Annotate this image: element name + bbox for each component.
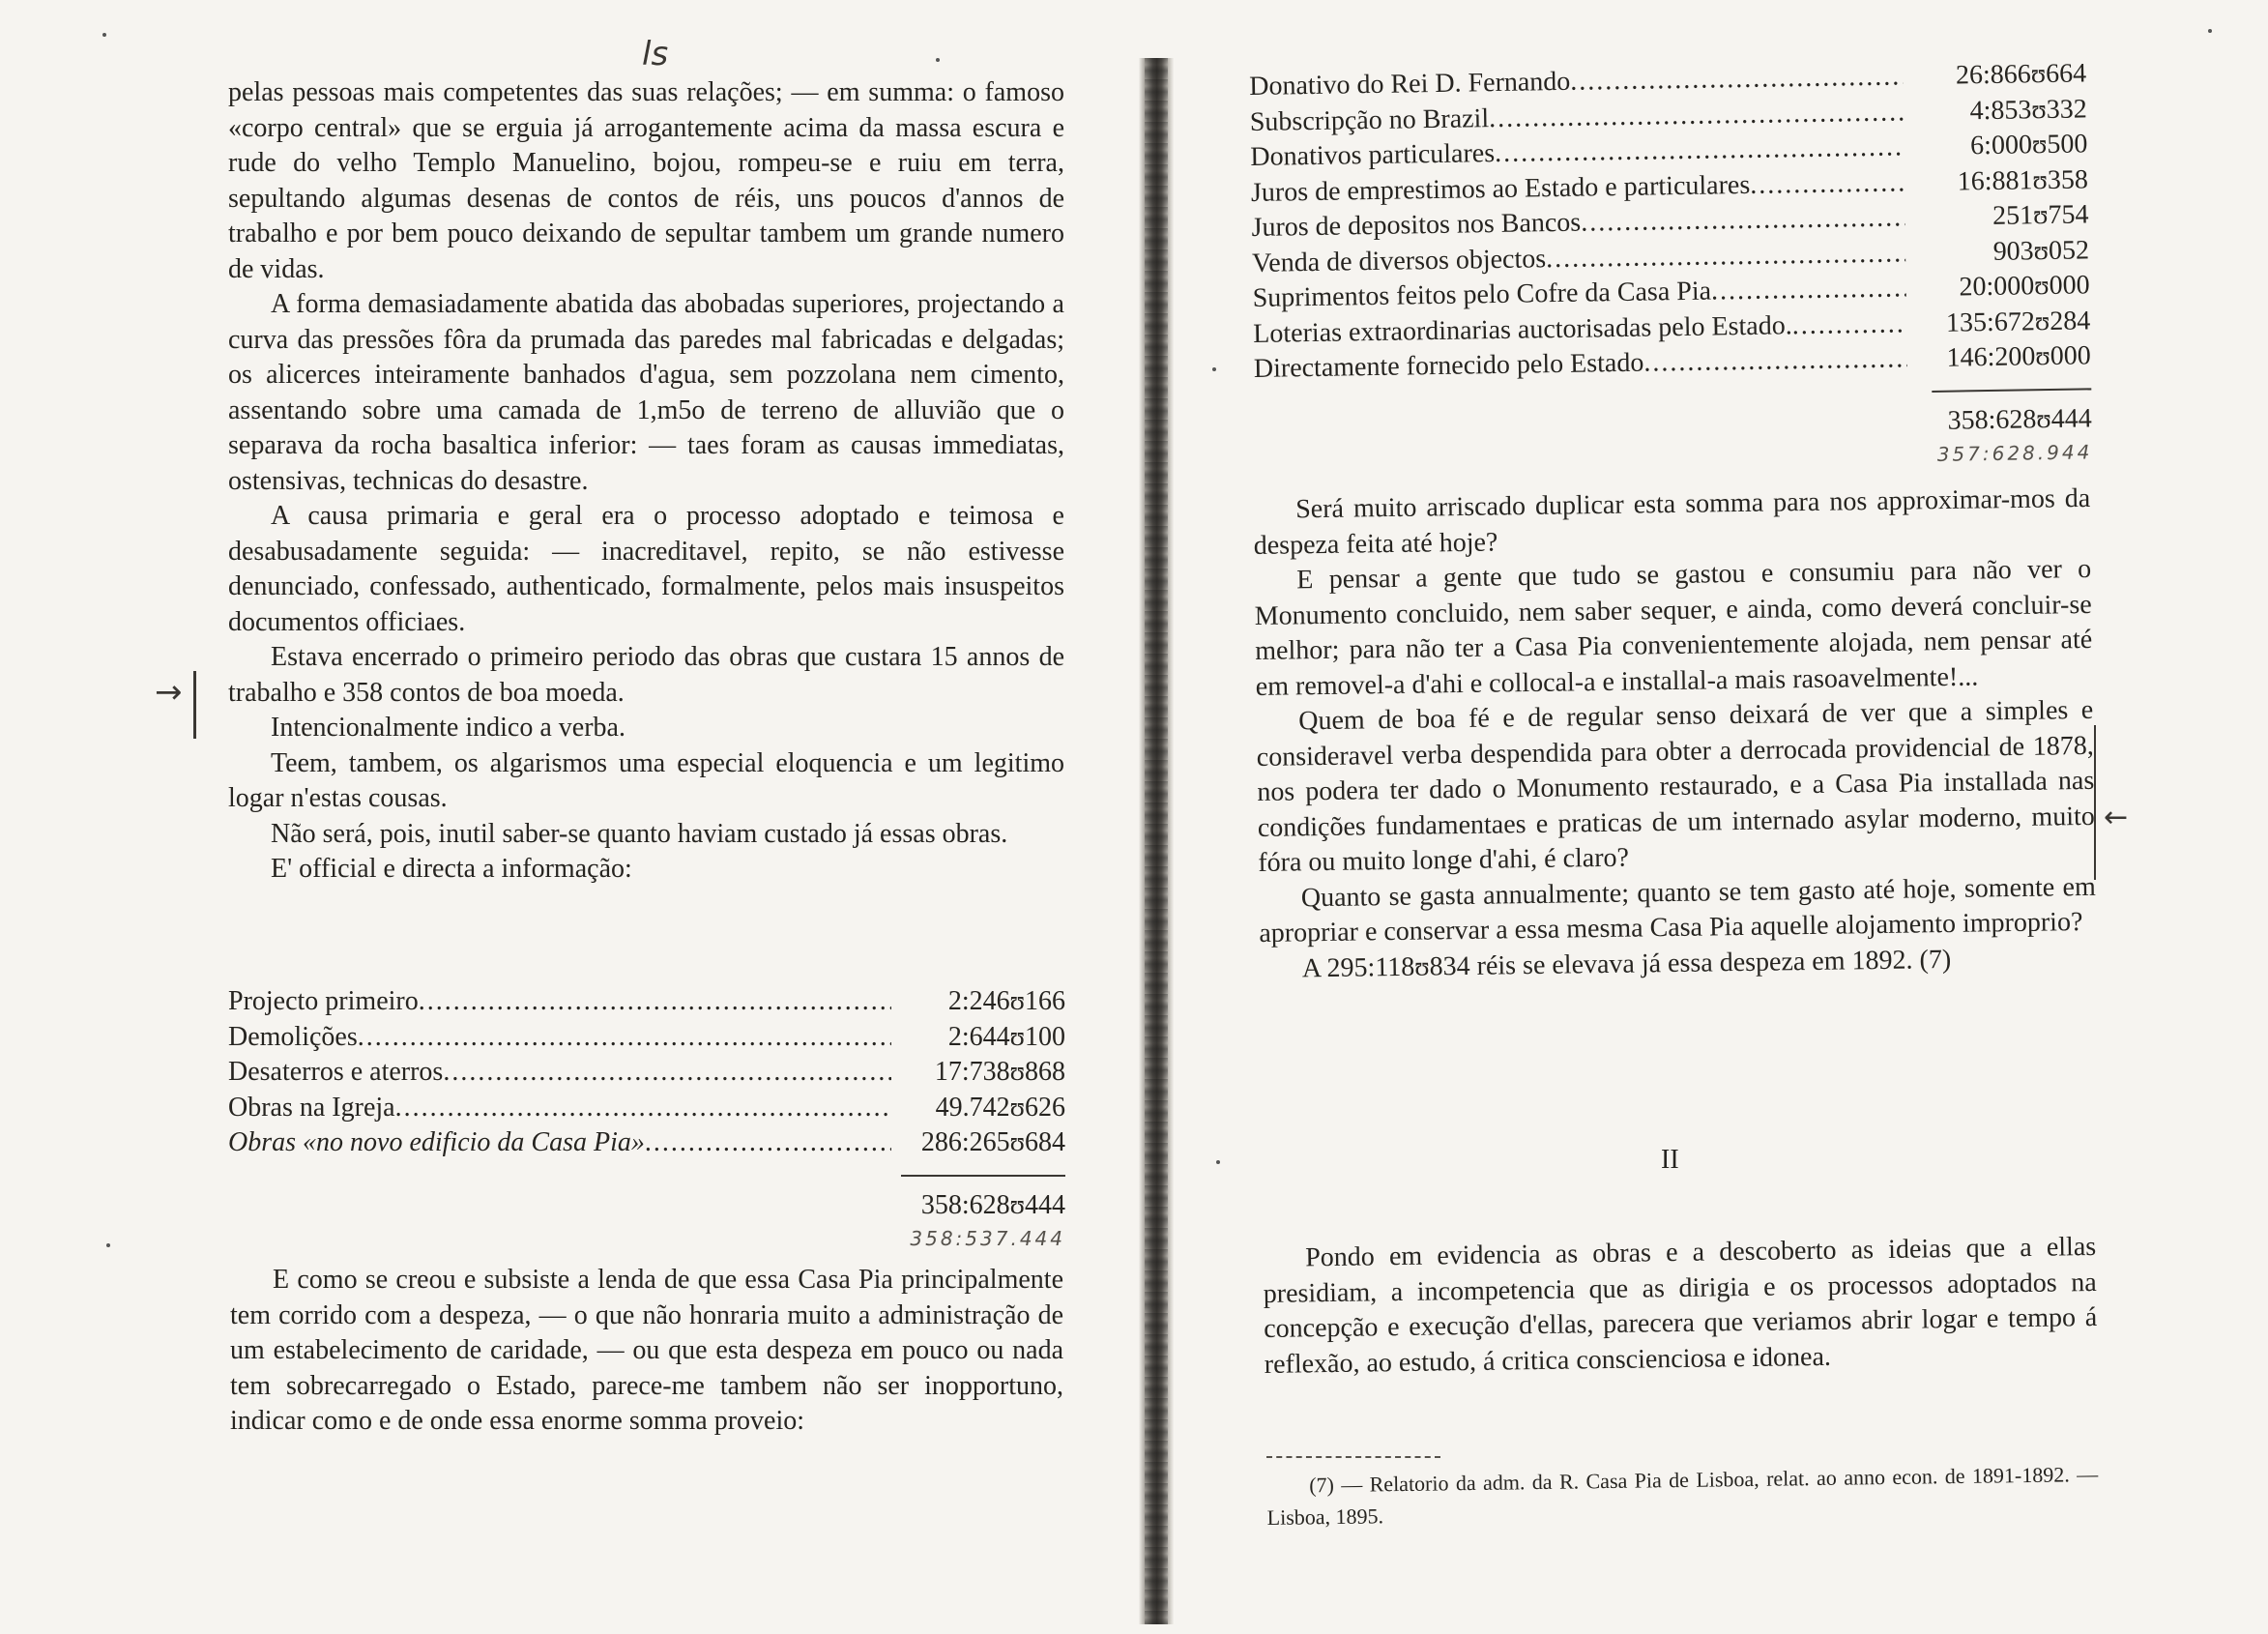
ledger-row — [228, 1125, 1065, 1161]
section-text — [1263, 1230, 2098, 1383]
ledger-value: 26:866ʊ664 — [1955, 58, 2087, 91]
ledger-total: 358:628ʊ444 — [920, 1189, 1065, 1220]
ledger-label: Donativos particulares — [1250, 138, 1496, 172]
ledger-label: Loterias extraordinarias auctorisadas pelo Estado. — [1253, 309, 1792, 349]
ledger-value: 4:853ʊ332 — [1969, 93, 2087, 126]
margin-bar-left — [193, 671, 196, 739]
paragraph: E' official e directa a informação: — [271, 854, 632, 884]
ledger-leader — [395, 1091, 891, 1126]
ledger-leader — [645, 1125, 891, 1161]
paragraph: A 295:118ʊ834 réis se elevava já essa despeza em 1892. (7) — [1301, 944, 1952, 983]
ledger-label: Subscripção no Brazil — [1249, 102, 1490, 137]
ledger-value: 17:738ʊ868 — [934, 1057, 1065, 1087]
paragraph: A causa primaria e geral era o processo adoptado e teimosa e desabusadamente seguida: — inacreditavel, repito, se não estivesse denunciado, confessado, authenticado, formalmente, pelos mais insuspeitos documentos officiaes. — [228, 501, 1064, 637]
cost-ledger — [228, 984, 1065, 1257]
ledger-value: 146:200ʊ000 — [1946, 340, 2091, 373]
ledger-leader — [358, 1020, 891, 1056]
ledger-sum-rule — [1932, 388, 2091, 393]
ledger-leader — [1791, 306, 1906, 343]
scan-speck — [1212, 367, 1216, 371]
ledger-label: Desaterros e aterros — [228, 1057, 444, 1087]
ledger-label: Suprimentos feitos pelo Cofre da Casa Pia — [1252, 276, 1712, 313]
book-gutter — [1139, 58, 1174, 1624]
paragraph: E pensar a gente que tudo se gastou e consumiu para não ver o Monumento concluido, nem saber sequer, e ainda, como deverá concluir-se melhor; para não ter a Casa Pia convenientemente alojada, nem pensar até em removel-a d'ahi e collocal-a e installal-a mais rasoavelmente!... — [1254, 553, 2093, 702]
ledger-sum-rule — [901, 1175, 1065, 1177]
paragraph: Pondo em evidencia as obras e a descoberto as ideias que a ellas presidiam, a incompetencia que as dirigia e os processos adoptados na concepção e execução d'ellas, parecera que veriamos abrir logar e tempo á reflexão, ao estudo, á critica conscienciosa e idonea. — [1263, 1231, 2098, 1380]
left-closing-text — [230, 1263, 1063, 1440]
paragraph: A forma demasiadamente abatida das abobadas superiores, projectando a curva das pressões fôra da prumada das paredes mal fabricadas e delgadas; os alicerces inteiramente banhados d'agua, sem pozzolana nem cimento, assentando sobre uma camada de 1,m5o de terreno de alluvião que o separava da rocha basaltica inferior: — taes foram as causas immediatas, ostensivas, technicas do desastre. — [228, 289, 1064, 496]
ledger-value: 20:000ʊ000 — [1959, 270, 2090, 303]
ledger-leader — [443, 1055, 891, 1091]
paragraph: Será muito arriscado duplicar esta somma para nos approximar-mos da despeza feita até hoje? — [1253, 482, 2091, 561]
ledger-row — [228, 984, 1065, 1020]
scan-speck — [106, 1243, 110, 1247]
paragraph: E como se creou e subsiste a lenda de que essa Casa Pia principalmente tem corrido com a despeza, — o que não honraria muito a administração de um estabelecimento de caridade, — ou que esta despeza em pouco ou nada tem sobrecarregado o Estado, parece-me tambem não ser inopportuno, indicar como e de onde essa enorme somma proveio: — [230, 1265, 1063, 1436]
ledger-label: Juros de emprestimos ao Estado e particulares — [1250, 169, 1751, 208]
ledger-value: 2:246ʊ166 — [947, 986, 1065, 1016]
margin-arrow-left: → — [155, 673, 183, 712]
section-number: II — [1661, 1145, 1679, 1175]
ledger-leader — [419, 984, 891, 1020]
handwritten-total: 358:537.444 — [910, 1227, 1065, 1250]
ledger-leader — [1546, 236, 1905, 277]
paragraph: Teem, tambem, os algarismos uma especial eloquencia e um legitimo logar n'estas cousas. — [228, 747, 1064, 813]
ledger-row — [228, 1020, 1065, 1056]
ledger-row — [228, 1091, 1065, 1126]
ledger-value: 6:000ʊ500 — [1969, 129, 2088, 161]
margin-arrow-right: ← — [2104, 801, 2129, 834]
ledger-total: 358:628ʊ444 — [1947, 402, 2093, 436]
ledger-row — [228, 1055, 1065, 1091]
footnote-rule — [1266, 1456, 1440, 1458]
paragraph: Quanto se gasta annualmente; quanto se tem gasto até hoje, somente em apropriar e conservar a essa mesma Casa Pia aquelle alojamento improprio? — [1259, 871, 2096, 948]
scan-speck — [936, 58, 940, 62]
ledger-leader — [1750, 165, 1905, 203]
ledger-value: 16:881ʊ358 — [1957, 163, 2089, 197]
footnote-text: (7) — Relatorio da adm. da R. Casa Pia de Lisboa, relat. ao anno econ. de 1891-1892. — Lisboa, 1895. — [1266, 1461, 2099, 1530]
ledger-label: Demolições — [228, 1021, 358, 1052]
scan-speck — [2208, 29, 2212, 33]
ledger-leader — [1711, 271, 1906, 309]
ledger-value: 286:265ʊ684 — [920, 1127, 1065, 1157]
footnote — [1266, 1458, 2099, 1533]
ledger-value: 135:672ʊ284 — [1945, 305, 2091, 338]
ledger-value: 251ʊ754 — [1992, 199, 2089, 231]
ledger-label: Projecto primeiro — [228, 986, 419, 1016]
scan-speck — [1216, 1160, 1220, 1164]
ledger-label: Donativo do Rei D. Fernando — [1249, 66, 1571, 102]
paragraph: Quem de boa fé e de regular senso deixará de ver que a simples e consideravel verba despendida para obter a derrocada providencial de 1878, nos podera ter dado o Monumento restaurado, e a Casa Pia installada nas condições fundamentaes e praticas de um internado asylar moderno, muito fóra ou muito longe d'ahi, é claro? — [1256, 694, 2095, 878]
ledger-leader — [1643, 341, 1907, 381]
ledger-leader — [1581, 200, 1905, 241]
revenue-ledger — [1249, 56, 2093, 482]
handwritten-total: 357:628.944 — [1936, 440, 2093, 466]
paragraph: pelas pessoas mais competentes das suas relações; — em summa: o famoso «corpo central» que se erguia já arrogantemente acima da massa escura e rude do velho Templo Manuelino, bojou, rompeu-se e ruiu em terra, sepultando algumas desenas de contos de réis, uns poucos d'annos de trabalho e por bem pouco deixando de sepultar tambem um grande numero de vidas. — [228, 77, 1064, 284]
ledger-label: Obras na Igreja — [228, 1092, 395, 1123]
ledger-label: Juros de depositos nos Bancos — [1251, 207, 1582, 243]
scan-speck — [102, 33, 106, 37]
handwritten-mark-top: ls — [642, 35, 669, 73]
ledger-value: 2:644ʊ100 — [947, 1021, 1065, 1052]
paragraph: Intencionalmente indico a verba. — [271, 713, 625, 743]
ledger-leader — [1570, 59, 1903, 100]
ledger-value: 49.742ʊ626 — [935, 1092, 1065, 1123]
left-body-text — [228, 75, 1064, 888]
paragraph: Não será, pois, inutil saber-se quanto haviam custado já essas obras. — [271, 818, 1008, 849]
ledger-label: Directamente fornecido pelo Estado — [1253, 347, 1644, 384]
ledger-label: Venda de diversos objectos — [1251, 243, 1547, 278]
ledger-value: 903ʊ052 — [1992, 234, 2090, 267]
ledger-label: Obras «no novo edificio da Casa Pia» — [228, 1127, 645, 1157]
right-body-text — [1253, 481, 2097, 987]
paragraph: Estava encerrado o primeiro periodo das obras que custara 15 annos de trabalho e 358 contos de boa moeda. — [228, 642, 1064, 708]
